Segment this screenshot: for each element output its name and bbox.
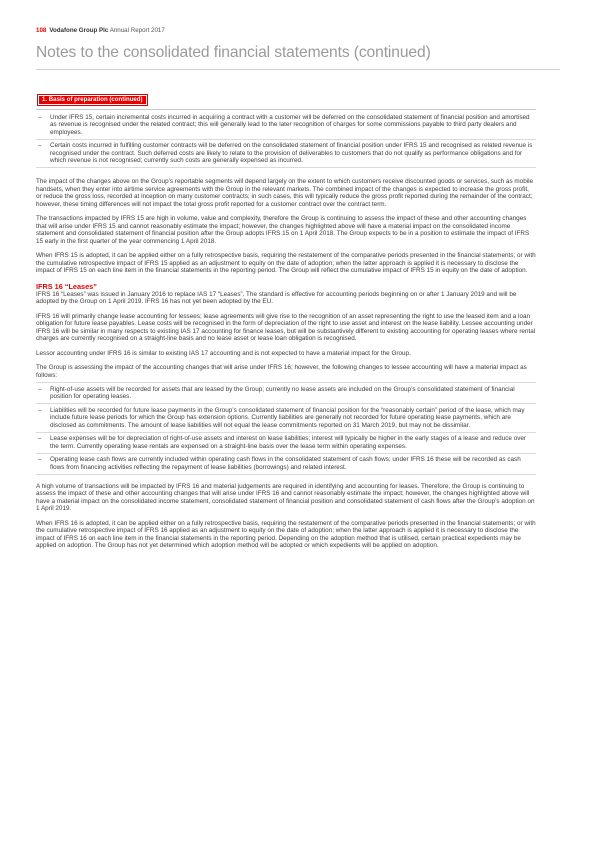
list-divider bbox=[36, 139, 536, 140]
list-divider bbox=[36, 382, 536, 383]
list-item bbox=[36, 407, 536, 430]
paragraph: The impact of the changes above on the Group’s reportable segments will depend largely on the extent to which customers receive discounted goods or services, such as mobile handsets, when they enter into airtime service agreements with the Group in the relevant markets. The combined impact of the changes is expected to increase the gross profit, or reduce the gross loss, recorded at inception on many customer contracts; in such cases, this will typically reduce the gross profit reported during the remainder of the contract; however, these timing differences will not impact the total gross profit reported for a customer contract over the contract term. bbox=[36, 178, 534, 208]
report-name: Annual Report 2017 bbox=[109, 27, 165, 34]
list-divider bbox=[36, 167, 536, 168]
list-item bbox=[36, 435, 536, 450]
subheading: IFRS 16 “Leases” bbox=[36, 281, 97, 291]
bullet-text: Under IFRS 15, certain incremental costs incurred in acquiring a contract with a customer will be deferred on the consolidated statement of financial position and amortised as revenue is recognised under the related contract; this will generally lead to the later recognition of charges for some commissions payable to third party dealers and employees. bbox=[50, 113, 530, 136]
list-item bbox=[36, 386, 536, 401]
list-divider bbox=[36, 453, 536, 454]
bullet-text: Right-of-use assets will be recorded for assets that are leased by the Group; currently no lease assets are included on the Group’s consolidated statement of financial position for operating leases. bbox=[50, 385, 515, 401]
paragraph: IFRS 16 “Leases” was issued in January 2016 to replace IAS 17 “Leases”. The standard is effective for accounting periods beginning on or after 1 January 2019 and will be adopted by the Group on 1 April 2019. IFRS 16 has not yet been adopted by the EU. bbox=[36, 290, 517, 306]
list-divider bbox=[36, 474, 536, 475]
paragraph: When IFRS 16 is adopted, it can be applied either on a fully retrospective basis, requiring the restatement of the comparative periods presented in the financial statements; or with the cumulative retrospective impact of IFRS 16 applied as an adjustment to equity on the date of adoption; when the latter approach is applied it is necessary to disclose the impact of IFRS 16 on each line item in the financial statements in the reporting period. Depending on the adoption method that is utilised, certain practical expedients may be applied on adoption. The Group has not yet determined which adoption method will be adopted or which expedients will be applied on adoption. bbox=[36, 519, 536, 550]
bullet-dash: – bbox=[38, 385, 42, 393]
paragraph: IFRS 16 will primarily change lease accounting for lessees; lease agreements will give rise to the recognition of an asset representing the right to use the leased item and a loan obligation for future lease payables. Lease costs will be recognised in the form of depreciation of the right to use asset and interest on the lease liability. Lessee accounting under IFRS 16 will be similar in many respects to existing IAS 17 accounting for finance leases, but will be substantively different to existing accounting for operating leases where rental charges are currently recognised on a straight-line basis and no lease asset or lease loan obligation is recognised. bbox=[36, 312, 536, 343]
bullet-text: Lease expenses will be for depreciation of right-of-use assets and interest on lease liabilities; interest will typically be higher in the early stages of a lease and reduce over the term. Currently operating lease rentals are expensed on a straight-line basis over the lease term within operating expenses. bbox=[50, 435, 527, 450]
bullet-text: Liabilities will be recorded for future lease payments in the Group’s consolidated statement of financial position for the “reasonably certain” period of the lease, which may include future lease periods for which the Group has extension options. Currently liabilities are generally not recorded for future operating lease payments, which are disclosed as commitments. The amount of lease liabilities will not equal the lease commitments reported on 31 March 2019, but may not be dissimilar. bbox=[50, 406, 525, 429]
paragraph: When IFRS 15 is adopted, it can be applied either on a fully retrospective basis, requiring the restatement of the comparative periods presented in the financial statements; or with the cumulative retrospective impact of IFRS 15 applied as an adjustment to equity on the date of adoption; when the latter approach is applied it is necessary to disclose the impact of IFRS 15 on each line item in the financial statements in the reporting period. The Group will reflect the cumulative impact of IFRS 15 in equity on the date of adoption. bbox=[36, 252, 536, 275]
page-title: Notes to the consolidated financial statements (continued) bbox=[36, 44, 431, 61]
bullet-dash: – bbox=[38, 435, 42, 443]
list-item bbox=[36, 456, 536, 471]
title-divider bbox=[36, 69, 560, 70]
bullet-dash: – bbox=[38, 113, 42, 121]
company-name: Vodafone Group Plc bbox=[49, 27, 109, 34]
paragraph: The Group is assessing the impact of the accounting changes that will arise under IFRS 16; however, the following changes to lessee accounting will have a material impact as follows: bbox=[36, 364, 527, 379]
paragraph: The transactions impacted by IFRS 15 are high in volume, value and complexity, therefore the Group is continuing to assess the impact of these and other accounting changes that will arise under IFRS 15 and cannot reasonably estimate the impact; however, the changes highlighted above will have a material impact on the consolidated income statement and consolidated statement of financial position after the Group adopts IFRS 15 on 1 April 2018. The Group expects to be in a position to estimate the impact of IFRS 15 early in the first quarter of the year commencing 1 April 2018. bbox=[36, 215, 530, 245]
paragraph: Lessor accounting under IFRS 16 is similar to existing IAS 17 accounting and is not expected to have a material impact for the Group. bbox=[36, 349, 411, 357]
bullet-dash: – bbox=[38, 406, 42, 414]
bullet-text: Certain costs incurred in fulfilling customer contracts will be deferred on the consolidated statement of financial position under IFRS 15 and recognised as related revenue is recognised under the contract. Such deferred costs are likely to relate to the provision of deliverables to customers that do not qualify as performance obligations and for which revenue is not recognised; currently such costs are generally expensed as incurred. bbox=[50, 142, 533, 165]
section-divider bbox=[36, 109, 536, 110]
list-item bbox=[36, 114, 536, 137]
bullet-dash: – bbox=[38, 456, 42, 464]
list-divider bbox=[36, 432, 536, 433]
running-header bbox=[36, 27, 165, 34]
bullet-dash: – bbox=[38, 142, 42, 150]
section-label: 1. Basis of preparation (continued) bbox=[38, 95, 147, 105]
page-number: 108 bbox=[36, 27, 47, 34]
bullet-text: Operating lease cash flows are currently included within operating cash flows in the consolidated statement of cash flows; under IFRS 16 these will be recorded as cash flows from financing activities reflecting the repayment of lease liabilities (borrowings) and related interest. bbox=[50, 456, 521, 471]
list-divider bbox=[36, 403, 536, 404]
main-content bbox=[36, 95, 536, 557]
paragraph: A high volume of transactions will be impacted by IFRS 16 and material judgements are required in identifying and accounting for leases. Therefore, the Group is continuing to assess the impact of these and other accounting changes that will arise under IFRS 16 and cannot reasonably estimate the impact; however, the changes highlighted above will have a material impact on the consolidated income statement, consolidated statement of financial position and consolidated statement of cash flows after the Group’s adoption on 1 April 2019. bbox=[36, 482, 535, 513]
list-item bbox=[36, 142, 536, 165]
